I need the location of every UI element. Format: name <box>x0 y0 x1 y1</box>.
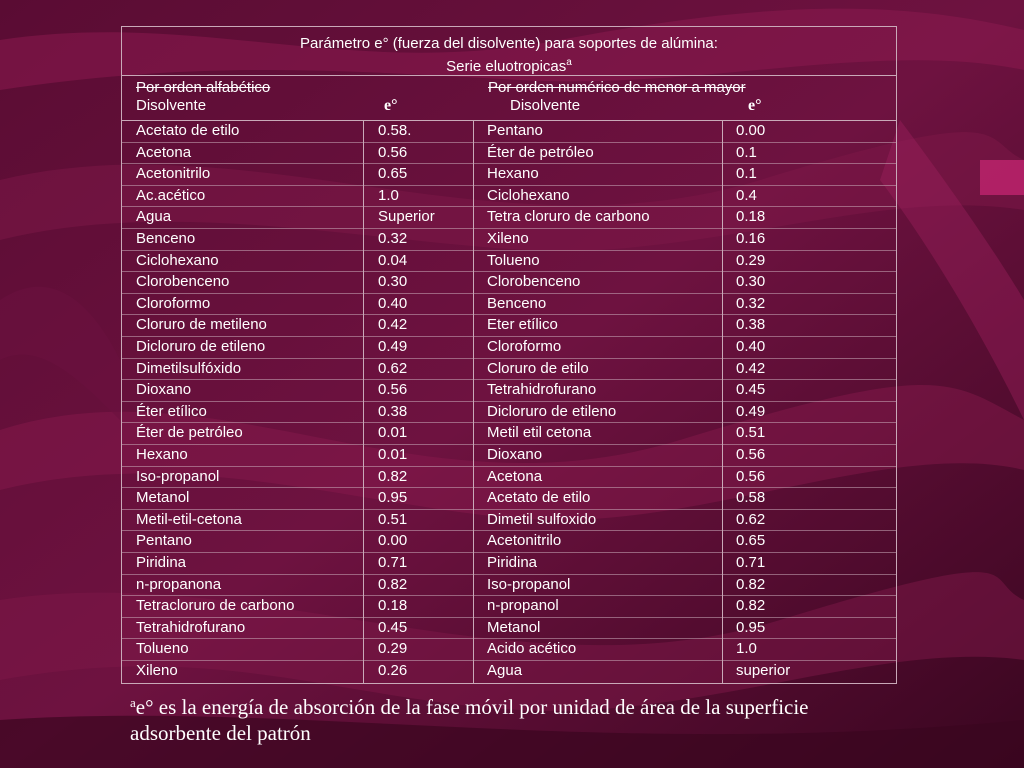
right-solvent-value: 0.56 <box>736 467 766 485</box>
row-divider <box>122 574 896 575</box>
left-solvent-name: Tetracloruro de carbono <box>136 597 295 615</box>
right-col-solvent-header: Disolvente <box>510 97 581 114</box>
left-solvent-name: Metil-etil-cetona <box>136 510 242 528</box>
right-solvent-value: 0.51 <box>736 424 766 442</box>
table-title-line2: Serie eluotropicas$^a$ <box>446 57 572 75</box>
right-solvent-value: 0.1 <box>736 165 757 183</box>
row-divider <box>122 444 896 445</box>
left-solvent-name: Acetato de etilo <box>136 122 240 139</box>
left-solvent-name: Xileno <box>136 662 178 679</box>
left-solvent-value: 0.42 <box>378 316 408 334</box>
row-divider <box>122 422 896 423</box>
left-solvent-value: 0.01 <box>378 446 408 463</box>
left-solvent-value: 0.26 <box>378 662 408 679</box>
row-divider <box>122 271 896 272</box>
right-solvent-value: 0.71 <box>736 554 766 571</box>
left-col-e-header: e° <box>384 97 398 114</box>
table-title-line1: Parámetro e° (fuerza del disolvente) para soportes de alúmina: <box>300 35 718 52</box>
left-solvent-name: Tetrahidrofurano <box>136 618 246 636</box>
row-divider <box>122 163 896 164</box>
row-divider <box>122 617 896 618</box>
row-divider <box>122 185 896 186</box>
right-group-label: Por orden numérico de menor a mayor <box>488 79 746 96</box>
right-solvent-name: Metil etil cetona <box>487 424 592 442</box>
left-solvent-value: 0.65 <box>378 165 408 183</box>
right-solvent-value: 0.32 <box>736 294 766 312</box>
right-solvent-name: Metanol <box>487 618 541 636</box>
row-divider <box>122 487 896 488</box>
row-divider <box>122 293 896 294</box>
right-solvent-name: n-propanol <box>487 597 559 615</box>
right-solvent-name: Eter etílico <box>487 316 558 334</box>
left-solvent-value: 0.82 <box>378 467 408 485</box>
right-solvent-name: Agua <box>487 662 523 679</box>
left-solvent-value: Superior <box>378 208 435 226</box>
left-solvent-value: 0.04 <box>378 251 408 269</box>
footnote: $^a$e° es la energía de absorción de la fase móvil por unidad de área de la superficie adsorbente del patrón <box>130 695 809 745</box>
right-solvent-value: 0.4 <box>736 186 757 204</box>
right-solvent-name: Tolueno <box>487 251 540 269</box>
left-solvent-value: 0.32 <box>378 230 408 247</box>
left-solvent-name: Hexano <box>136 446 188 463</box>
right-solvent-value: 0.16 <box>736 230 766 247</box>
left-solvent-value: 0.38 <box>378 402 408 420</box>
right-solvent-value: 0.45 <box>736 381 766 399</box>
right-col-e-header: e° <box>748 97 762 114</box>
right-solvent-name: Acido acético <box>487 640 577 658</box>
right-solvent-name: Pentano <box>487 122 543 139</box>
right-solvent-value: 0.30 <box>736 273 766 291</box>
right-solvent-value: 0.82 <box>736 597 766 615</box>
right-solvent-value: 0.65 <box>736 532 766 550</box>
left-solvent-name: Tolueno <box>136 640 189 658</box>
row-divider <box>122 530 896 531</box>
right-solvent-name: Acetonitrilo <box>487 532 562 550</box>
left-solvent-value: 0.95 <box>378 489 408 507</box>
left-solvent-value: 0.00 <box>378 532 408 550</box>
left-solvent-name: Acetona <box>136 143 192 161</box>
left-solvent-name: Dicloruro de etileno <box>136 338 266 355</box>
left-solvent-value: 0.51 <box>378 510 408 528</box>
right-solvent-value: 0.40 <box>736 338 766 355</box>
right-solvent-name: Piridina <box>487 554 538 571</box>
left-solvent-value: 0.40 <box>378 294 408 312</box>
right-solvent-name: Tetrahidrofurano <box>487 381 597 399</box>
right-solvent-value: 0.56 <box>736 446 766 463</box>
right-solvent-value: 0.29 <box>736 251 766 269</box>
left-solvent-value: 0.01 <box>378 424 408 442</box>
left-solvent-value: 0.62 <box>378 359 408 377</box>
left-solvent-name: n-propanona <box>136 575 222 593</box>
row-divider <box>122 379 896 380</box>
left-solvent-name: Cloroformo <box>136 294 211 312</box>
row-divider <box>122 228 896 229</box>
right-solvent-value: 0.95 <box>736 618 766 636</box>
row-divider <box>122 552 896 553</box>
right-solvent-name: Hexano <box>487 165 539 183</box>
right-solvent-value: 0.82 <box>736 575 766 593</box>
right-solvent-name: Cloruro de etilo <box>487 359 589 377</box>
left-solvent-name: Ciclohexano <box>136 251 219 269</box>
solvent-table <box>121 26 897 684</box>
right-solvent-value: 0.38 <box>736 316 766 334</box>
title-divider <box>122 75 896 76</box>
left-solvent-name: Cloruro de metileno <box>136 316 267 334</box>
row-divider <box>122 638 896 639</box>
left-solvent-name: Éter etílico <box>136 402 207 420</box>
left-solvent-name: Metanol <box>136 489 190 507</box>
right-solvent-name: Xileno <box>487 230 529 247</box>
left-solvent-name: Piridina <box>136 554 187 571</box>
right-solvent-name: Cloroformo <box>487 338 562 355</box>
left-solvent-value: 0.82 <box>378 575 408 593</box>
left-col-solvent-header: Disolvente <box>136 97 207 114</box>
left-solvent-value: 0.56 <box>378 381 408 399</box>
right-solvent-value: 0.42 <box>736 359 766 377</box>
right-solvent-value: superior <box>736 662 791 679</box>
right-solvent-name: Dimetil sulfoxido <box>487 510 597 528</box>
left-solvent-name: Clorobenceno <box>136 273 230 291</box>
right-solvent-value: 0.18 <box>736 208 766 226</box>
left-solvent-value: 0.49 <box>378 338 408 355</box>
right-solvent-name: Acetato de etilo <box>487 489 591 507</box>
right-solvent-value: 0.58 <box>736 489 766 507</box>
left-solvent-name: Benceno <box>136 230 196 247</box>
row-divider <box>122 509 896 510</box>
left-solvent-value: 1.0 <box>378 186 399 204</box>
row-divider <box>122 660 896 661</box>
left-solvent-value: 0.56 <box>378 143 408 161</box>
row-divider <box>122 250 896 251</box>
row-divider <box>122 206 896 207</box>
right-solvent-name: Acetona <box>487 467 543 485</box>
right-solvent-value: 0.49 <box>736 402 766 420</box>
left-solvent-value: 0.45 <box>378 618 408 636</box>
right-solvent-value: 0.62 <box>736 510 766 528</box>
right-solvent-value: 0.00 <box>736 122 766 139</box>
left-solvent-name: Acetonitrilo <box>136 165 211 183</box>
left-solvent-name: Ac.acético <box>136 186 206 204</box>
row-divider <box>122 358 896 359</box>
right-solvent-value: 1.0 <box>736 640 757 658</box>
right-solvent-value: 0.1 <box>736 143 757 161</box>
left-solvent-name: Iso-propanol <box>136 467 220 485</box>
right-solvent-name: Tetra cloruro de carbono <box>487 208 650 226</box>
right-solvent-name: Éter de petróleo <box>487 143 594 161</box>
left-solvent-name: Dimetilsulfóxido <box>136 359 242 377</box>
left-solvent-value: 0.58. <box>378 122 412 139</box>
left-solvent-value: 0.30 <box>378 273 408 291</box>
left-solvent-name: Dioxano <box>136 381 192 399</box>
left-solvent-name: Éter de petróleo <box>136 424 243 442</box>
right-solvent-name: Dicloruro de etileno <box>487 402 617 420</box>
right-solvent-name: Ciclohexano <box>487 186 570 204</box>
row-divider <box>122 314 896 315</box>
left-solvent-value: 0.18 <box>378 597 408 615</box>
row-divider <box>122 142 896 143</box>
left-solvent-name: Agua <box>136 208 172 226</box>
left-solvent-value: 0.29 <box>378 640 408 658</box>
row-divider <box>122 466 896 467</box>
left-solvent-name: Pentano <box>136 532 192 550</box>
right-solvent-name: Iso-propanol <box>487 575 571 593</box>
left-solvent-value: 0.71 <box>378 554 408 571</box>
row-divider <box>122 401 896 402</box>
right-solvent-name: Dioxano <box>487 446 543 463</box>
left-group-label: Por orden alfabético <box>136 79 271 96</box>
row-divider <box>122 595 896 596</box>
row-divider <box>122 336 896 337</box>
right-solvent-name: Clorobenceno <box>487 273 581 291</box>
right-solvent-name: Benceno <box>487 294 547 312</box>
